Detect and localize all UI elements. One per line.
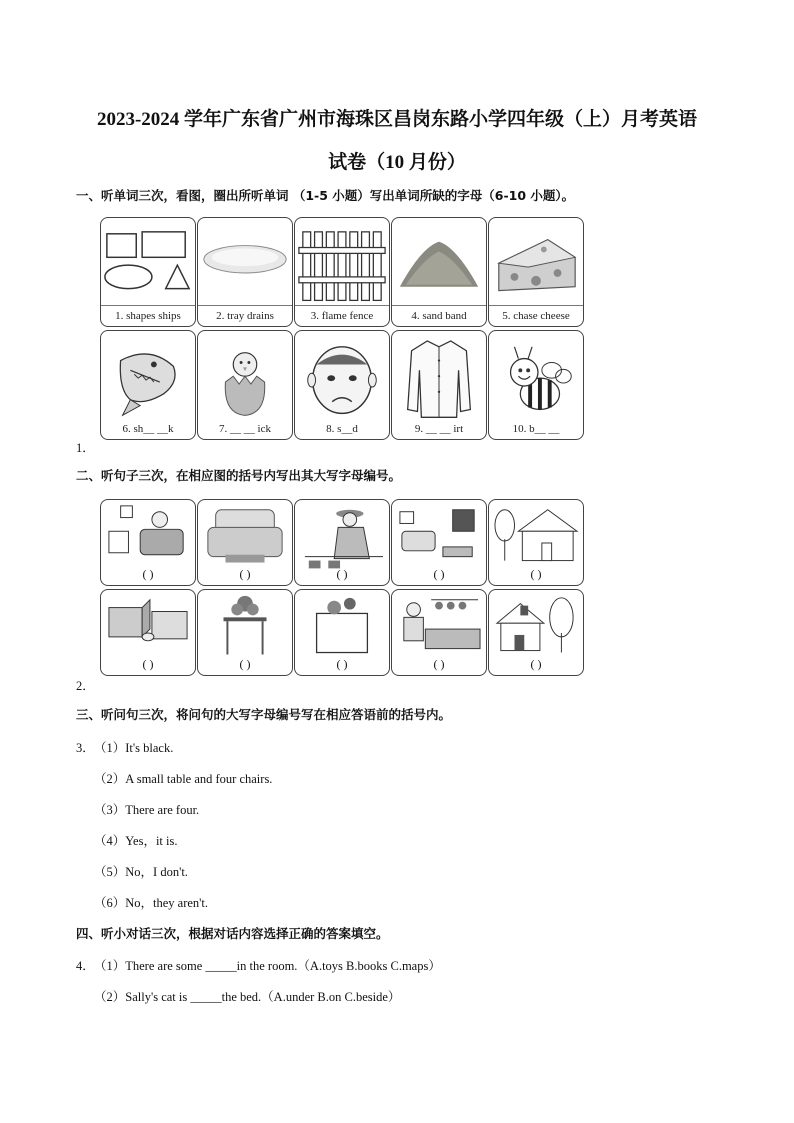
picture-shark [100,330,196,440]
caption-7: 7. __ __ ick [219,423,271,435]
answer-bracket[interactable]: ( ) [433,567,445,581]
caption-2: 2. tray drains [216,310,274,322]
answer-bracket[interactable]: ( ) [530,657,542,671]
answer-bracket[interactable]: ( ) [239,657,251,671]
fill-blank-question: （1）There are some _____in the room.（A.toys B.books C.maps） [94,959,441,973]
caption-10: 10. b__ __ [512,423,560,435]
answer-bracket[interactable]: ( ) [336,567,348,581]
picture-shapes [100,217,196,327]
caption-4: 4. sand band [411,310,467,322]
picture-tray [197,217,293,327]
section3-heading: 三、听问句三次，将问句的大写字母编号写在相应答语前的括号内。 [76,707,452,722]
answer-option: （1）It's black. [94,741,174,755]
caption-5: 5. chase cheese [502,310,570,322]
caption-9: 9. __ __ irt [414,423,464,435]
scene-house-tree-2 [488,589,584,676]
answer-bracket[interactable]: ( ) [336,657,348,671]
picture-fence [294,217,390,327]
page-title-line1: 2023-2024 学年广东省广州市海珠区昌岗东路小学四年级（上）月考英语 [96,109,698,130]
answer-bracket[interactable]: ( ) [433,657,445,671]
picture-sand [391,217,487,327]
scene-house-tree [488,499,584,586]
answer-option: （4）Yes，it is. [94,834,178,848]
page-title-line2: 试卷（10 月份） [328,152,466,173]
picture-chick [197,330,293,440]
caption-1: 1. shapes ships [115,310,181,322]
answer-bracket[interactable]: ( ) [142,567,154,581]
answer-option: （2）A small table and four chairs. [94,772,273,786]
answer-bracket[interactable]: ( ) [142,657,154,671]
answer-bracket[interactable]: ( ) [530,567,542,581]
fill-blank-question: （2）Sally's cat is _____the bed.（A.under B.on C.beside） [94,990,401,1004]
picture-sad-face [294,330,390,440]
scene-toy-box [294,589,390,676]
scene-table-plant [197,589,293,676]
section2-heading: 二、听句子三次，在相应图的括号内写出其大写字母编号。 [76,468,402,483]
answer-option: （3）There are four. [94,803,200,817]
scene-living-room [391,499,487,586]
answer-option: （6）No，they aren't. [94,896,209,910]
caption-8: 8. s__d [326,423,358,435]
picture-bee [488,330,584,440]
caption-6: 6. sh__ __k [122,423,174,435]
section1-heading: 一、听单词三次，看图，圈出所听单词 （1-5 小题）写出单词所缺的字母（6-10 小题）。 [76,188,575,203]
scene-man-planting [294,499,390,586]
scene-kitchen [391,589,487,676]
question-1-number: 1． [76,441,95,455]
section1-picture-grid [100,217,584,440]
answer-option: （5）No，I don't. [94,865,188,879]
section4-heading: 四、听小对话三次，根据对话内容选择正确的答案填空。 [76,926,389,941]
question-3-number: 3． [76,741,95,755]
answer-bracket[interactable]: ( ) [239,567,251,581]
picture-shirt [391,330,487,440]
picture-cheese [488,217,584,327]
scene-boxes [100,589,196,676]
section2-picture-grid [100,499,584,676]
scene-man-on-sofa [100,499,196,586]
caption-3: 3. flame fence [310,310,374,322]
scene-armchair [197,499,293,586]
question-2-number: 2． [76,679,95,693]
question-4-number: 4． [76,959,95,973]
